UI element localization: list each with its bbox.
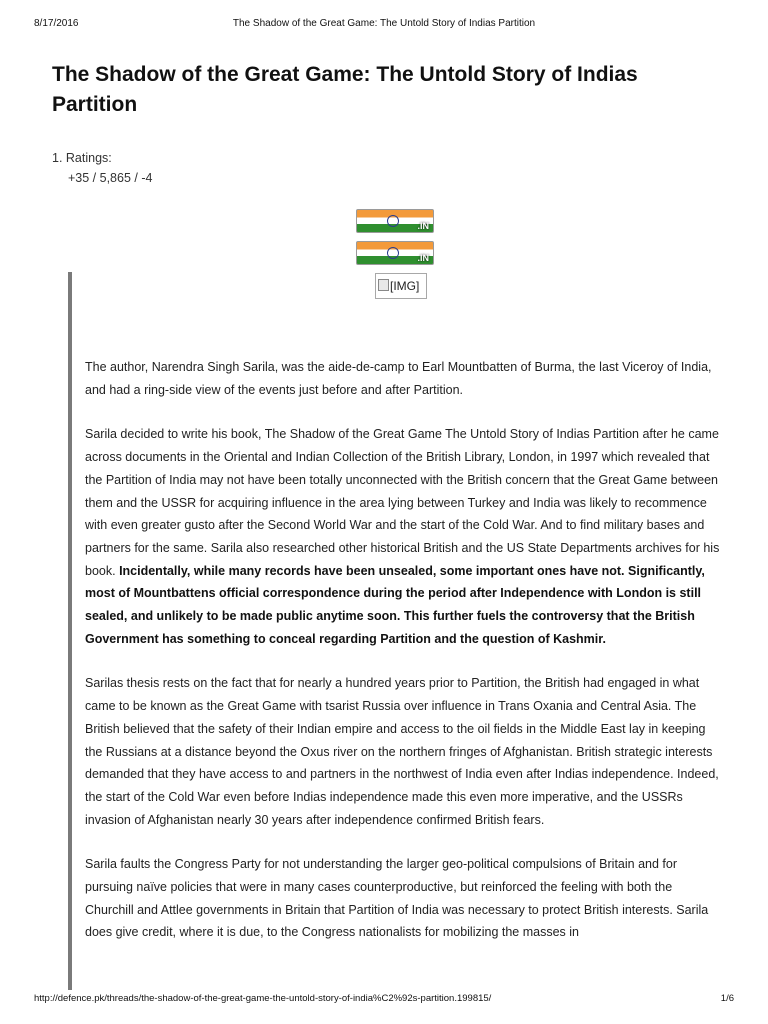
india-flag-icon xyxy=(387,247,399,259)
bold-text: Incidentally, while many records have been unsealed, some important ones have not. Significantly, most of Mountbattens official correspondence during the period after Independence with London is still sealed, and unlikely to be made public anytime soon. This further fuels the controversy that the British Government has something to conceal regarding Partition and the question of Kashmir. xyxy=(85,563,705,646)
india-flag-badge[interactable] xyxy=(356,241,434,265)
print-date: 8/17/2016 xyxy=(34,18,79,29)
broken-image-placeholder xyxy=(375,273,427,299)
paragraph-text: Sarila decided to write his book, The Shadow of the Great Game The Untold Story of Indias Partition after he came across documents in the Oriental and Indian Collection of the British Library, London, in 1997 which revealed that the Partition of India may not have been totally unconnected with the British concern that the Great Game between them and the USSR for acquiring influence in the area lying between Turkey and India was likely to recommence with even greater gusto after the Second World War and the start of the Cold War. And to find military bases and partners for the same. Sarila also researched other historical British and the US State Departments archives for his book. xyxy=(85,427,720,578)
print-footer xyxy=(34,993,734,1007)
broken-image-icon xyxy=(378,279,389,291)
page-number: 1/6 xyxy=(720,993,734,1004)
ratings xyxy=(52,148,152,188)
india-flag-badge[interactable] xyxy=(356,209,434,233)
ratings-label: 1. Ratings: xyxy=(52,151,112,165)
article-body xyxy=(85,356,721,966)
article-paragraph xyxy=(85,423,721,650)
image-alt-text: [IMG] xyxy=(390,279,420,293)
quote-bar xyxy=(68,272,72,990)
article-paragraph: The author, Narendra Singh Sarila, was the aide-de-camp to Earl Mountbatten of Burma, the last Viceroy of India, and had a ring-side view of the events just before and after Partition. xyxy=(85,360,712,397)
print-header xyxy=(34,18,734,32)
ratings-value: +35 / 5,865 / -4 xyxy=(68,171,153,185)
article-paragraph: Sarila faults the Congress Party for not understanding the larger geo-political compulsions of Britain and for pursuing naïve policies that were in many cases counterproductive, but reinforced the feeling with both the Churchill and Attlee governments in Britain that Partition of India was necessary to protect British interests. Sarila does give credit, where it is due, to the Congress nationalists for mobilizing the masses in xyxy=(85,857,709,940)
india-flag-icon xyxy=(387,215,399,227)
page-title: The Shadow of the Great Game: The Untold Story of Indias Partition xyxy=(52,63,638,116)
badge-domain-label: .IN xyxy=(417,221,429,231)
print-document-title: The Shadow of the Great Game: The Untold Story of Indias Partition xyxy=(232,18,536,29)
badge-domain-label: .IN xyxy=(417,253,429,263)
article-paragraph: Sarilas thesis rests on the fact that for nearly a hundred years prior to Partition, the British had engaged in what came to be known as the Great Game with tsarist Russia over influence in Trans Oxania and Central Asia. The British believed that the safety of their Indian empire and access to the oil fields in the Middle East lay in keeping the Russians at a distance beyond the Oxus river on the northern fringes of Afghanistan. British strategic interests demanded that they have access to and partners in the northwest of India even after Indias independence. Indeed, the start of the Cold War even before Indias independence made this even more imperative, and the USSRs invasion of Afghanistan nearly 30 years after independence confirmed British fears. xyxy=(85,676,719,827)
source-url: http://defence.pk/threads/the-shadow-of-the-great-game-the-untold-story-of-india%C2%92s-partition.199815/ xyxy=(34,993,492,1004)
